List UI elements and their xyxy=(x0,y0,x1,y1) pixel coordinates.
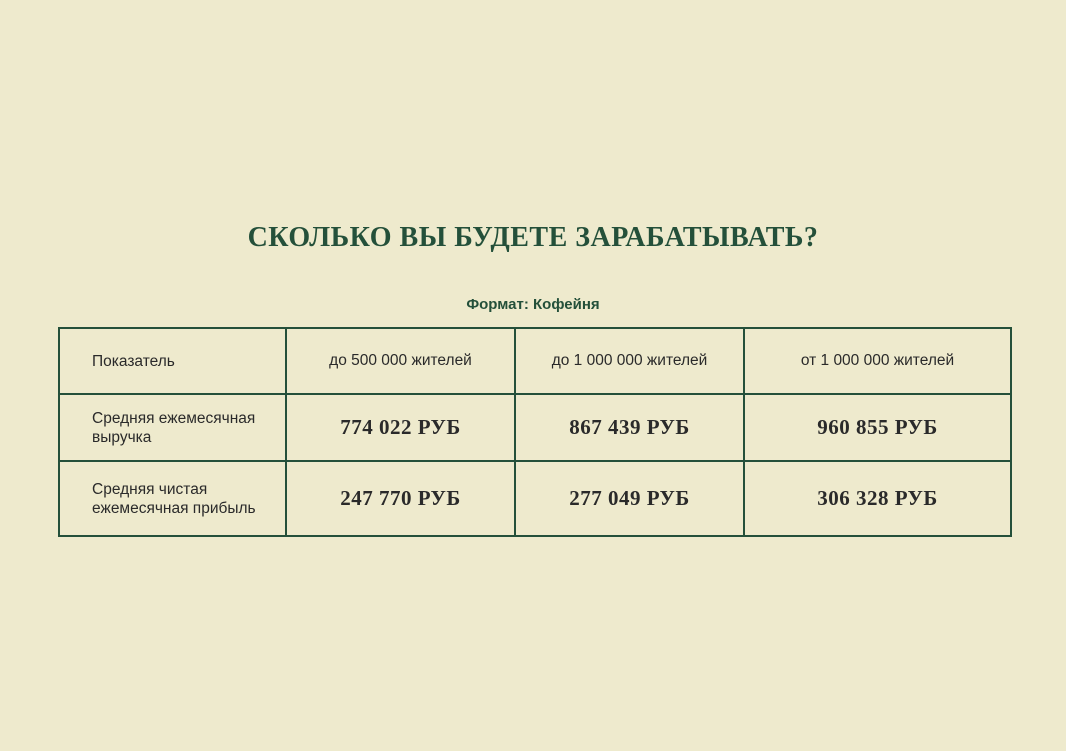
row-label-profit: Средняя чистая ежемесячная прибыль xyxy=(59,461,286,536)
table-header-row xyxy=(59,328,1011,394)
header-cell-indicator: Показатель xyxy=(59,328,286,394)
earnings-table-container xyxy=(58,327,1010,537)
revenue-value-up-to-1m: 867 439 РУБ xyxy=(515,394,744,461)
header-cell-up-to-1m: до 1 000 000 жителей xyxy=(515,328,744,394)
earnings-table xyxy=(58,327,1012,537)
header-cell-over-1m: от 1 000 000 жителей xyxy=(744,328,1011,394)
revenue-value-over-1m: 960 855 РУБ xyxy=(744,394,1011,461)
format-subtitle: Формат: Кофейня xyxy=(466,296,600,313)
table-row-profit xyxy=(59,461,1011,536)
row-label-revenue: Средняя ежемесячная выручка xyxy=(59,394,286,461)
header-cell-up-to-500k: до 500 000 жителей xyxy=(286,328,515,394)
page-title: СКОЛЬКО ВЫ БУДЕТЕ ЗАРАБАТЫВАТЬ? xyxy=(247,222,819,253)
revenue-value-up-to-500k: 774 022 РУБ xyxy=(286,394,515,461)
profit-value-over-1m: 306 328 РУБ xyxy=(744,461,1011,536)
profit-value-up-to-500k: 247 770 РУБ xyxy=(286,461,515,536)
profit-value-up-to-1m: 277 049 РУБ xyxy=(515,461,744,536)
table-row-revenue xyxy=(59,394,1011,461)
